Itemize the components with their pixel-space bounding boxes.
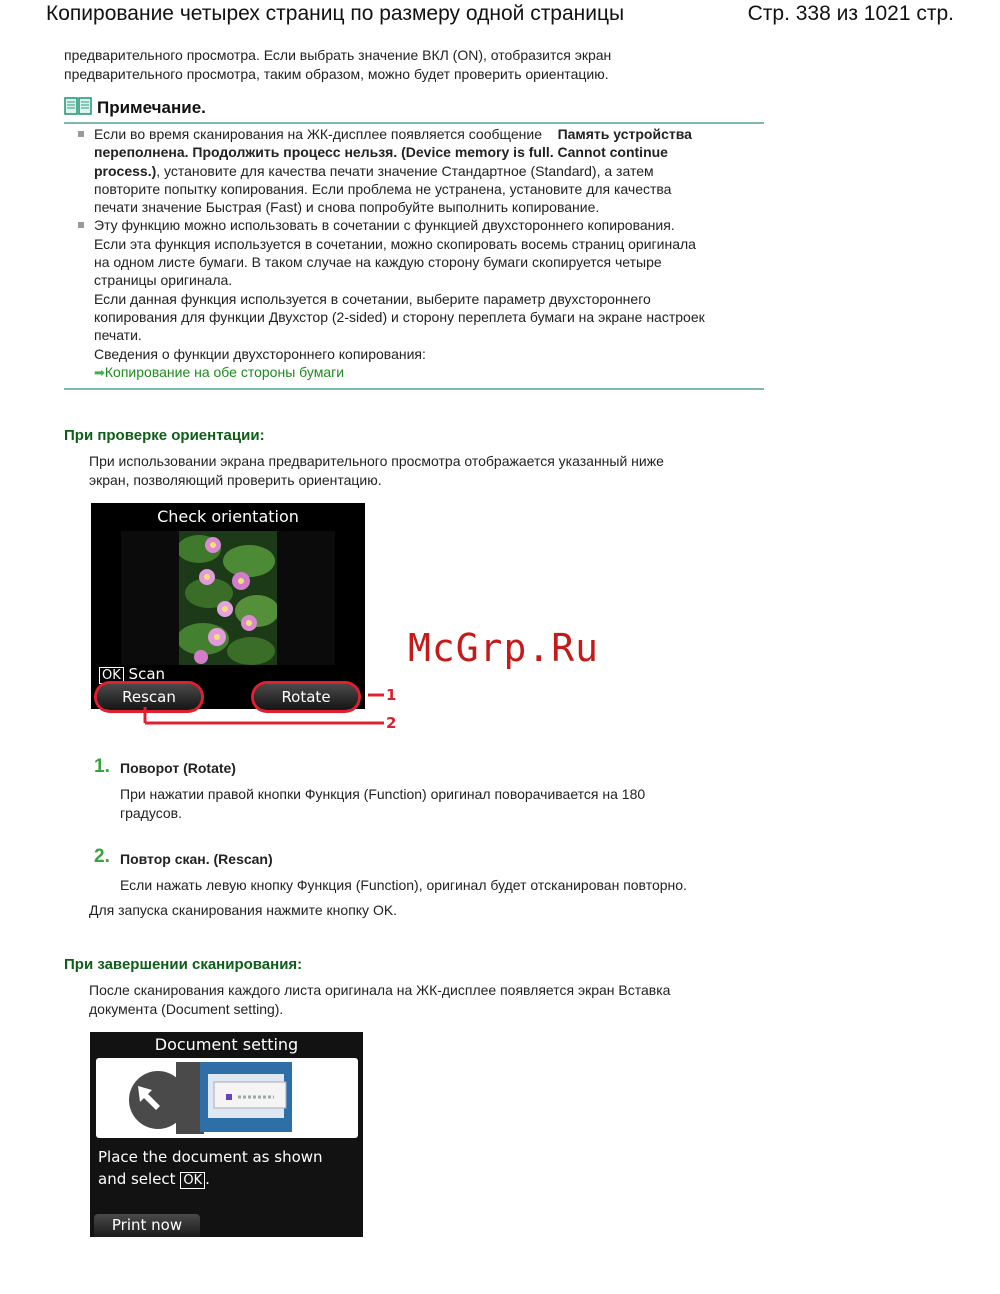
ok-key-icon: OK [180,1172,205,1189]
step-1-number: 1. [94,756,110,777]
book-icon [64,96,92,116]
step-1-text: При нажатии правой кнопки Функция (Function) оригинал поворачивается на 180 градусов. [120,786,646,821]
duplex-link[interactable]: ➡Копирование на обе стороны бумаги [94,363,345,380]
lcd-message: Place the document as shown and select OK . [98,1148,323,1188]
page-number: Стр. 338 из 1021 стр. [747,2,954,25]
lcd-title: Document setting [154,1035,299,1054]
step-1-title: Поворот (Rotate) [120,760,236,776]
rotate-button[interactable]: Rotate [254,684,358,710]
arrow-right-icon: ➡ [94,364,105,380]
note-title: Примечание. [97,98,206,117]
note-header [64,96,764,124]
step-2-text: Если нажать левую кнопку Функция (Function), оригинал будет отсканирован повторно. [120,877,687,893]
print-now-button[interactable]: Print now [94,1214,200,1237]
intro-text: предварительного просмотра. Если выбрать значение ВКЛ (ON), отобразится экран предварительного просмотра, таким образом, можно будет проверить ориентацию. [64,47,612,82]
preview-image [179,531,277,665]
ok-key-icon: OK [99,667,124,684]
rescan-button[interactable]: Rescan [97,684,201,710]
placement-illustration [96,1058,358,1138]
watermark: McGrp.Ru [408,626,600,670]
lcd-check-orientation [91,503,365,709]
start-scan-text: Для запуска сканирования нажмите кнопку OK. [89,902,398,918]
callout-2: 2 [386,714,397,732]
lcd-title: Check orientation [157,507,299,526]
step-2-number: 2. [94,846,110,867]
lcd-ok-scan: OK Scan [99,665,165,685]
step-2-title: Повтор скан. (Rescan) [120,851,273,867]
callout-1: 1 [386,686,397,704]
note-item: Эту функцию можно использовать в сочетании с функцией двухстороннего копирования. Если эта функция используется в сочетании, можно скопировать восемь страниц оригинала на одном листе бумаги. В таком случае на каждую сторону бумаги скопируется четыре страницы оригинала. Если данная функция используется в сочетании, выберите параметр двухстороннего копирования для функции Двухстор (2-sided) и сторону переплета бумаги на экране настроек печати. Сведения о функции двухстороннего копирования: ➡Копирование на обе стороны бумаги [78,216,758,382]
note-list [78,125,758,382]
bullet-icon [78,222,84,228]
document-placement-icon [96,1058,358,1138]
complete-heading: При завершении сканирования: [64,956,303,973]
page-header-title: Копирование четырех страниц по размеру одной страницы [46,2,625,25]
orientation-heading: При проверке ориентации: [64,427,265,444]
callout-lines [140,685,410,735]
orientation-text: При использовании экрана предварительного просмотра отображается указанный ниже экран, позволяющий проверить ориентацию. [89,453,664,488]
note-item: Если во время сканирования на ЖК-дисплее появляется сообщение Память устройства переполнена. Продолжить процесс нельзя. (Device memory is full. Cannot continue process.), установите для качества печати значение Стандартное (Standard), а затем повторите попытку копирования. Если проблема не устранена, установите для качества печати значение Быстрая (Fast) и снова попробуйте выполнить копирование. [78,125,758,216]
bullet-icon [78,131,84,137]
note-divider [64,388,764,390]
lcd-document-setting [90,1032,363,1237]
complete-text: После сканирования каждого листа оригинала на ЖК-дисплее появляется экран Вставка документа (Document setting). [89,982,671,1017]
